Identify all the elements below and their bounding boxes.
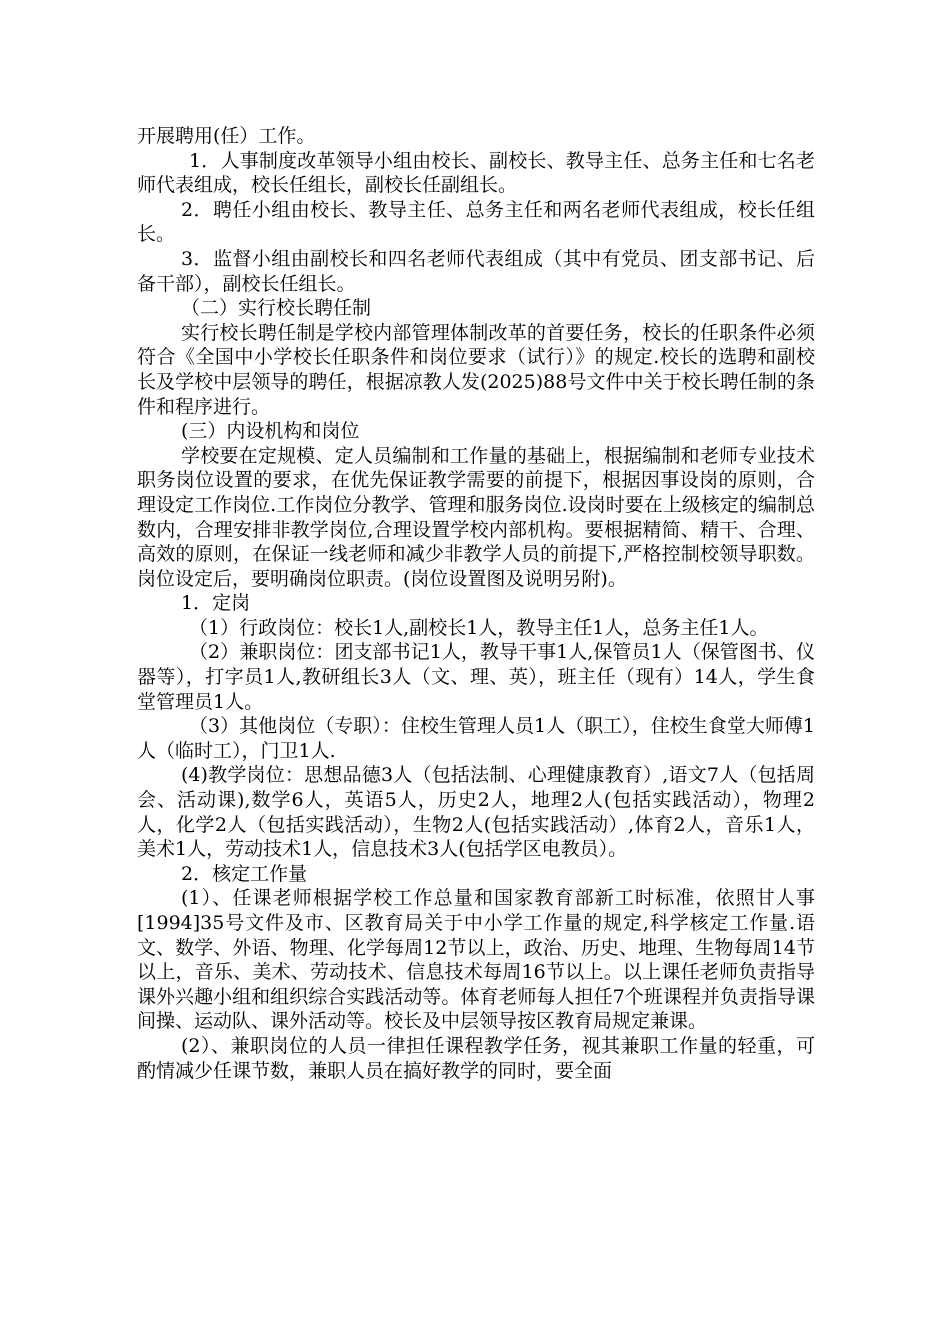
paragraph-item-3: 3．监督小组由副校长和四名老师代表组成（其中有党员、团支部书记、后备干部），副校长任组长。 [137, 247, 815, 295]
paragraph-item-1: 1．人事制度改革领导小组由校长、副校长、教导主任、总务主任和七名老师代表组成，校长任组长，副校长任副组长。 [137, 149, 815, 197]
document-body [137, 124, 815, 1083]
paragraph-workload-parttime: (2）、兼职岗位的人员一律担任课程教学任务，视其兼职工作量的轻重，可酌情减少任课节数，兼职人员在搞好教学的同时，要全面 [137, 1034, 815, 1082]
section-heading-principal-appointment: （二）实行校长聘任制 [181, 297, 372, 320]
section-heading-internal-positions: (三）内设机构和岗位 [181, 420, 360, 443]
subheading-position-setting: 1．定岗 [181, 592, 251, 615]
paragraph-principal-appointment: 实行校长聘任制是学校内部管理体制改革的首要任务，校长的任职条件必须符合《全国中小学校长任职条件和岗位要求（试行）》的规定.校长的选聘和副校长及学校中层领导的聘任，根据凉教人发(2025)88号文件中关于校长聘任制的条件和程序进行。 [137, 321, 815, 418]
paragraph-internal-positions: 学校要在定规模、定人员编制和工作量的基础上，根据编制和老师专业技术职务岗位设置的要求，在优先保证教学需要的前提下，根据因事设岗的原则，合理设定工作岗位.工作岗位分教学、管理和服务岗位.设岗时要在上级核定的编制总数内，合理安排非教学岗位,合理设置学校内部机构。要根据精简、精干、合理、高效的原则，在保证一线老师和减少非教学人员的前提下,严格控制校领导职数。岗位设定后，要明确岗位职责。(岗位设置图及说明另附)。 [137, 444, 815, 590]
subheading-workload: 2．核定工作量 [181, 862, 308, 885]
paragraph-admin-positions: （1）行政岗位：校长1人,副校长1人，教导主任1人，总务主任1人。 [189, 616, 769, 639]
paragraph-item-2: 2．聘任小组由校长、教导主任、总务主任和两名老师代表组成，校长任组长。 [137, 198, 815, 246]
paragraph-teaching-positions: (4)教学岗位：思想品德3人（包括法制、心理健康教育）,语文7人（包括周会、活动课),数学6人，英语5人，历史2人，地理2人(包括实践活动），物理2人，化学2人（包括实践活动），生物2人(包括实践活动）,体育2人，音乐1人，美术1人，劳动技术1人，信息技术3人(包括学区电教员）。 [137, 764, 815, 861]
paragraph-parttime-positions: （2）兼职岗位：团支部书记1人，教导干事1人,保管员1人（保管图书、仪器等），打字员1人,教研组长3人（文、理、英），班主任（现有）14人，学生食堂管理员1人。 [137, 641, 815, 713]
paragraph-continuation: 开展聘用(任）工作。 [137, 125, 316, 147]
paragraph-other-positions: （3）其他岗位（专职）：住校生管理人员1人（职工），住校生食堂大师傅1人（临时工），门卫1人. [137, 715, 815, 762]
paragraph-workload-teachers: (1）、任课老师根据学校工作总量和国家教育部新工时标准，依照甘人事[1994]35号文件及市、区教育局关于中小学工作量的规定,科学核定工作量.语文、数学、外语、物理、化学每周12节以上，政治、历史、地理、生物每周14节以上，音乐、美术、劳动技术、信息技术每周16节以上。以上课任老师负责指导课外兴趣小组和组织综合实践活动等。体育老师每人担任7个班课程并负责指导课间操、运动队、课外活动等。校长及中层领导按区教育局规定兼课。 [137, 887, 815, 1033]
